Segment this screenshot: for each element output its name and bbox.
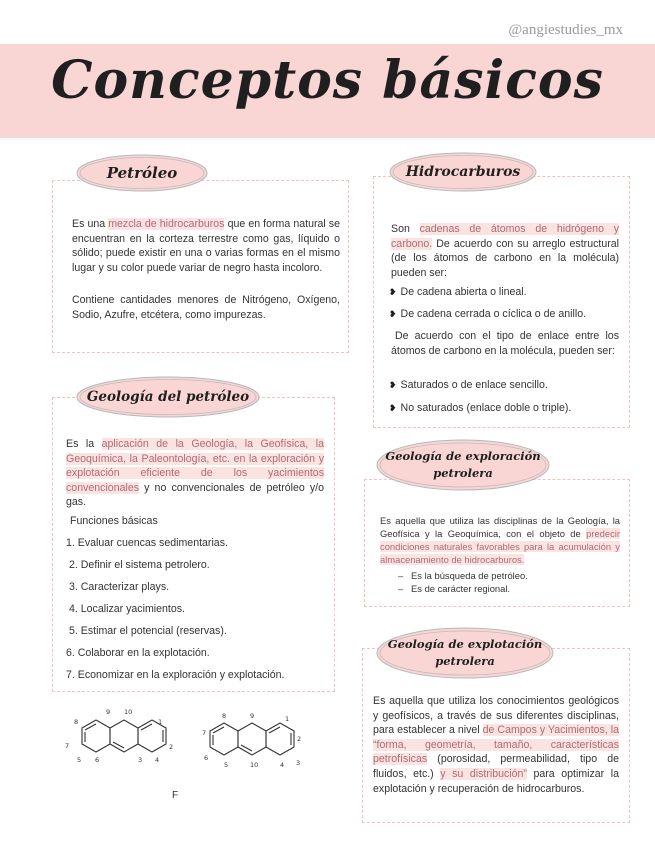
hidrocarburos-heading: Hidrocarburos [387,150,539,194]
phenanthrene-structure [60,700,190,780]
exploracion-heading: Geología de exploración petrolera [373,436,553,494]
atom-label: 7 [65,742,70,750]
geologia-text: Es la aplicación de la Geología, la Geofísica, la Geoquímica, la Paleontología, etc. en la exploración y explotación eficiente de los yacimientos convencionales y no convencionales de petróleo y/o gas. [66,438,324,509]
atom-label: 10 [250,761,259,769]
funcion-item: 5. Estimar el potencial (reservas). [69,625,227,637]
explotacion-text: Es aquella que utiliza los conocimientos geológicos y geofísicos, a través de sus diferentes disciplinas, para establecer a nivel de Campos y Yacimientos, la “forma, geometría, tamaño, características petrofísicas (porosidad, permeabilidad, tipo de fluidos, etc.) y su distribución” para optimizar la explotación y recuperación de hidrocarburos. [373,695,620,795]
hidrocarburos-enlace-text: De acuerdo con el tipo de enlace entre los átomos de carbono en la molécula, pueden ser: [391,330,619,357]
atom-label: 10 [124,708,133,716]
atom-label: 2 [297,735,302,743]
atom-label: 4 [280,761,285,769]
atom-label: 6 [204,754,209,762]
atom-label: 6 [95,756,100,764]
page-title: Conceptos básicos [51,50,604,111]
explotacion-heading: Geología de explotación petrolera [373,624,557,682]
exploracion-item: – Es de carácter regional. [398,583,511,594]
atom-label: 1 [158,718,163,726]
author-handle: @angiestudies_mx [508,22,623,38]
funciones-title: Funciones básicas [70,515,158,527]
bullet-icon: ❥ [389,403,397,413]
funcion-item: 6. Colaborar en la explotación. [66,647,210,659]
atom-label: 5 [77,756,82,764]
atom-label: 9 [106,708,111,716]
exploracion-text: Es aquella que utiliza las disciplinas de la Geología, la Geofísica y la Geoquímica, con el objeto de predecir condiciones naturales favorables para la acumulación y almacenamiento de hidrocarburos. [380,515,620,565]
petroleo-text: Es una mezcla de hidrocarburos que en forma natural se encuentran en la corteza terrestre como gas, líquido o sólido; puede existir en una o varias formas en el mismo lugar y su color puede variar de negro hasta incoloro. [72,218,340,274]
bullet-icon: ❥ [389,309,397,319]
funcion-item: 7. Economizar en la exploración y explotación. [66,669,285,681]
bullet-cadena-cerrada: ❥ De cadena cerrada o cíclica o de anillo. [389,308,587,320]
figure-caption: F [172,790,179,801]
atom-label: 4 [155,756,160,764]
petroleo-heading: Petróleo [74,152,210,194]
hidrocarburos-text: Son cadenas de átomos de hidrógeno y carbono. De acuerdo con su arreglo estructural (de los átomos de carbono en la molécula) pueden ser: [391,223,619,279]
funcion-item: 2. Definir el sistema petrolero. [69,559,210,571]
anthracene-structure [200,705,330,775]
atom-label: 5 [224,761,229,769]
funcion-item: 1. Evaluar cuencas sedimentarias. [66,537,228,549]
exploracion-item: – Es la búsqueda de petróleo. [398,570,528,581]
funcion-item: 3. Caracterizar plays. [69,581,170,593]
atom-label: 2 [169,743,174,751]
funcion-item: 4. Localizar yacimientos. [69,603,185,615]
atom-label: 3 [296,759,301,767]
atom-label: 8 [74,718,79,726]
atom-label: 8 [222,712,227,720]
petroleo-impurezas: Contiene cantidades menores de Nitrógeno, Oxígeno, Sodio, Azufre, etcétera, como impurezas. [72,294,340,321]
atom-label: 1 [285,715,290,723]
atom-label: 3 [138,756,143,764]
bullet-no-saturados: ❥ No saturados (enlace doble o triple). [389,402,572,414]
bullet-saturados: ❥ Saturados o de enlace sencillo. [389,379,548,391]
bullet-icon: ❥ [389,287,397,297]
bullet-icon: ❥ [389,380,397,390]
atom-label: 9 [250,712,255,720]
bullet-cadena-abierta: ❥ De cadena abierta o lineal. [389,286,527,298]
geologia-heading: Geología del petróleo [73,373,263,421]
atom-label: 7 [202,729,207,737]
